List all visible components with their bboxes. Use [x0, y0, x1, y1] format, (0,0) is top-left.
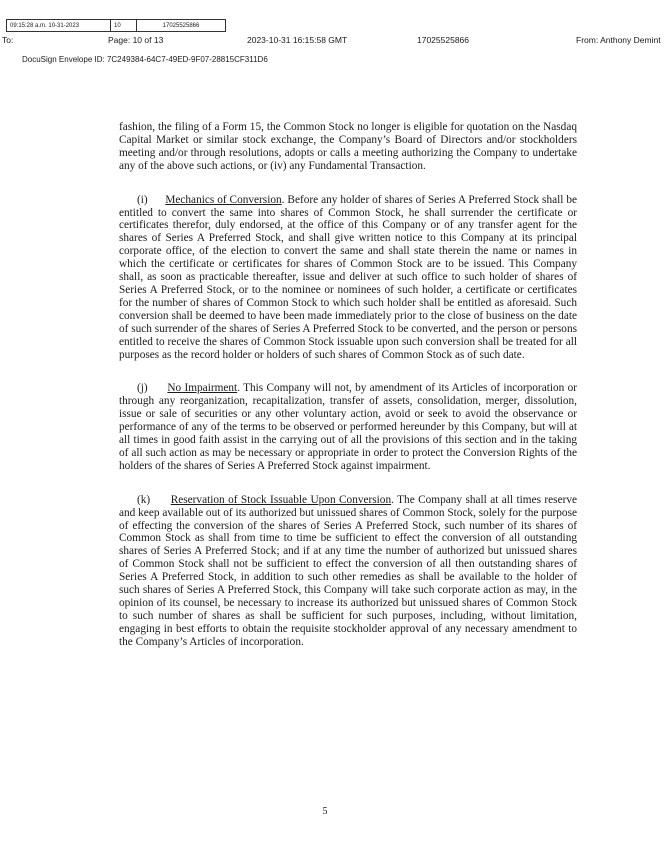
heading-no-impairment: No Impairment	[167, 382, 238, 395]
paragraph-mechanics-of-conversion	[119, 194, 577, 362]
paragraph-no-impairment	[119, 382, 577, 472]
fax-sender-number: 17025525866	[417, 35, 470, 45]
fax-timestamp: 09:15:28 a.m. 10-31-2023	[7, 20, 111, 31]
paragraph-reservation-of-stock	[119, 494, 577, 649]
fax-transmission-line	[0, 35, 670, 47]
text-mechanics-of-conversion: . Before any holder of shares of Series A Preferred Stock shall be entitled to convert the same into shares of Common Stock, he shall surrender the certificate or certificates therefor, duly endorsed, at the office of this Company or of any transfer agent for the shares of Series A Preferred Stock, and shall give written notice to this Company at its principal corporate office, of the election to convert the same and shall state therein the name or names in which the certificate or certificates for shares of Common Stock are to be issued. This Company shall, as soon as practicable thereafter, issue and deliver at such office to such holder of shares of Series A Preferred Stock, or to the nominee or nominees of such holder, a certificate or certificates for the number of shares of Common Stock to which such holder shall be entitled as aforesaid. Such conversion shall be deemed to have been made immediately prior to the close of business on the date of such surrender of the shares of Series A Preferred Stock to be converted, and the person or persons entitled to receive the shares of Common Stock issuable upon such conversion shall be treated for all purposes as the record holder or holders of such shares of Common Stock as of such date.	[119, 193, 577, 361]
docusign-envelope-id: DocuSign Envelope ID: 7C249384-64C7-49ED-9F07-28815CF311D6	[22, 55, 268, 64]
text-reservation-of-stock: . The Company shall at all times reserve and keep available out of its authorized but unissued shares of Common Stock, solely for the purpose of effecting the conversion of the shares of Series A Preferred Stock, such number of its shares of Common Stock as shall from time to time be sufficient to effect the conversion of all outstanding shares of Series A Preferred Stock; and if at any time the number of authorized but unissued shares of Common Stock shall not be sufficient to effect the conversion of all then outstanding shares of Series A Preferred Stock, in addition to such other remedies as shall be available to the holder of such shares of Series A Preferred Stock, this Company will take such corporate action as may, in the opinion of its counsel, be necessary to increase its authorized but unissued shares of Common Stock to such number of shares as shall be sufficient for such purposes, including, without limitation, engaging in best efforts to obtain the requisite stockholder approval of any necessary amendment to the Company’s Articles of incorporation.	[119, 493, 578, 648]
section-label-k: (k)	[137, 493, 151, 506]
fax-page-count: 10	[111, 20, 137, 31]
fax-datetime: 2023-10-31 16:15:58 GMT	[247, 35, 348, 45]
fax-number: 17025525866	[162, 22, 200, 29]
document-body	[119, 121, 577, 670]
heading-reservation-of-stock: Reservation of Stock Issuable Upon Conversion	[170, 493, 392, 506]
heading-mechanics-of-conversion: Mechanics of Conversion	[165, 193, 282, 206]
fax-to-label: To:	[2, 35, 14, 45]
fax-page: Page: 10 of 13	[108, 35, 164, 45]
section-label-i: (i)	[137, 193, 148, 206]
fax-from: From: Anthony Demint	[576, 35, 661, 45]
fax-header-box	[6, 19, 226, 32]
page-number: 5	[322, 806, 328, 817]
paragraph-continuation: fashion, the filing of a Form 15, the Common Stock no longer is eligible for quotation on the Nasdaq Capital Market or similar stock exchange, the Company’s Board of Directors and/or stockholders meeting and/or through resolutions, adopts or calls a meeting authorizing the Company to undertake any of the above such actions, or (iv) any Fundamental Transaction.	[119, 121, 577, 172]
section-label-j: (j)	[137, 382, 148, 395]
text-no-impairment: . This Company will not, by amendment of its Articles of incorporation or through any reorganization, recapitalization, transfer of assets, consolidation, merger, dissolution, issue or sale of securities or any other voluntary action, avoid or seek to avoid the observance or performance of any of the terms to be observed or performed hereunder by this Company, but will at all times in good faith assist in the carrying out of all the provisions of this section and in the taking of all such action as may be necessary or appropriate in order to protect the Conversion Rights of the holders of the shares of Series A Preferred Stock against impairment.	[119, 382, 577, 472]
